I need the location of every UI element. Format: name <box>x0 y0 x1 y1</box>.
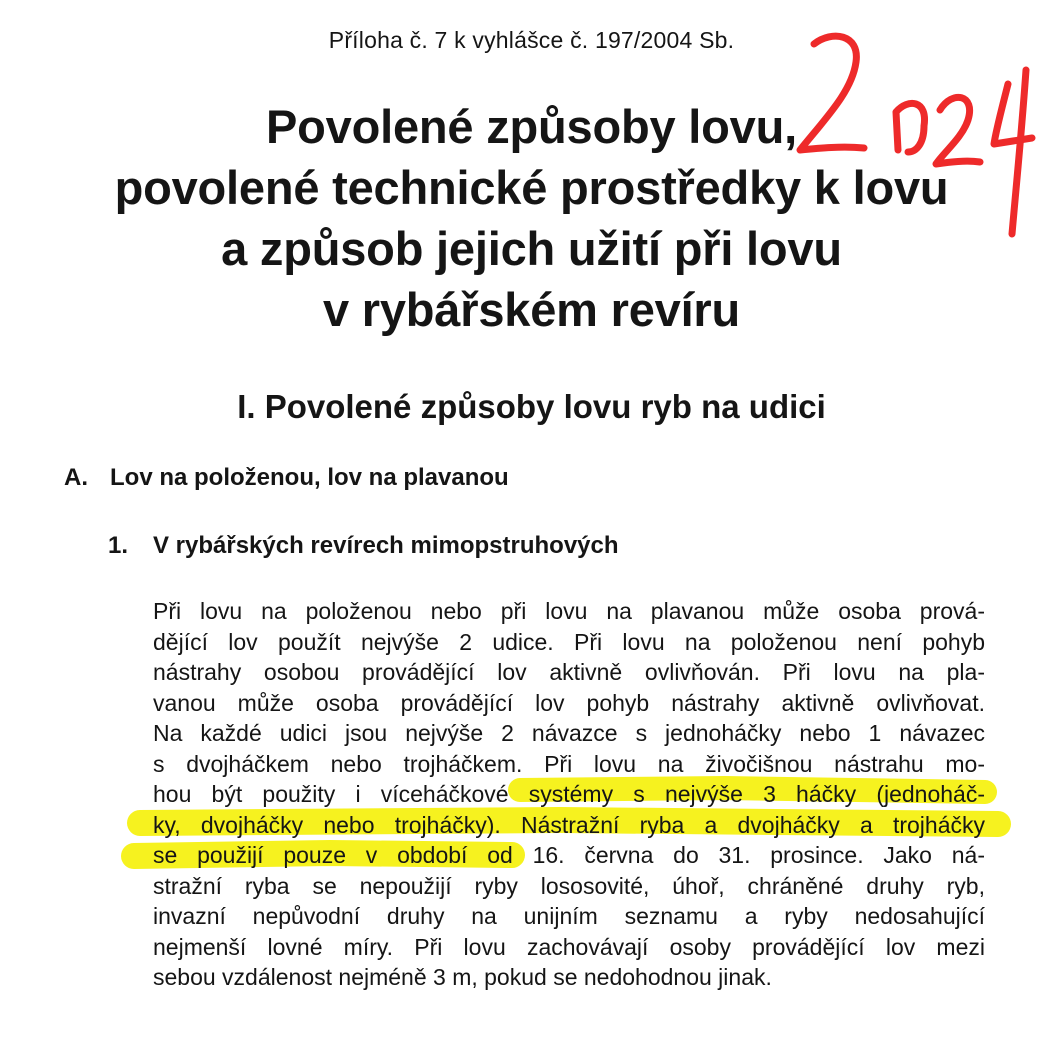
body-line: se použijí pouze v období od 16. června do 31. prosince. Jako ná- <box>153 842 985 868</box>
ink-digit-2-second <box>936 97 980 164</box>
handwritten-2024-annotation <box>790 28 1040 243</box>
subsection-1-heading <box>108 532 619 560</box>
title-line-3: a způsob jejich užití při lovu <box>221 222 842 275</box>
body-line: sebou vzdálenost nejméně 3 m, pokud se nedohodnou jinak. <box>153 964 772 990</box>
header-note: Příloha č. 7 k vyhlášce č. 197/2004 Sb. <box>328 27 735 53</box>
body-line: nástrahy osobou provádějící lov aktivně ovlivňován. Při lovu na pla- <box>153 659 985 685</box>
title-line-2: povolené technické prostředky k lovu <box>114 161 949 214</box>
title-line-4: v rybářském revíru <box>322 283 741 336</box>
subsection-a-marker: A. <box>64 464 88 491</box>
body-line: Při lovu na položenou nebo při lovu na plavanou může osoba prová- <box>153 598 985 624</box>
subsection-1-marker: 1. <box>108 532 129 559</box>
section-heading: I. Povolené způsoby lovu ryb na udici <box>237 388 826 425</box>
body-line: invazní nepůvodní druhy na unijním seznamu a ryby nedosahující <box>153 903 985 929</box>
body-line-highlighted: ky, dvojháčky nebo trojháčky). Nástražní ryba a dvojháčky a trojháčky <box>153 811 985 838</box>
body-line-highlighted: hou být použity i víceháčkové systémy s nejvýše 3 háčky (jednoháč- <box>153 781 985 807</box>
body-line: dějící lov použít nejvýše 2 udice. Při lovu na položenou není pohyb <box>153 628 985 655</box>
ink-digit-4-stem <box>1012 70 1026 234</box>
ink-digit-2 <box>800 36 864 150</box>
title-line-1: Povolené způsoby lovu, <box>266 100 797 153</box>
subsection-a-text: Lov na položenou, lov na plavanou <box>110 464 509 491</box>
body-line: stražní ryba se nepoužijí ryby lososovité, úhoř, chráněné druhy ryb, <box>153 872 985 899</box>
ink-digit-0 <box>896 103 925 152</box>
body-paragraph <box>153 596 985 993</box>
subsection-a-heading <box>64 464 509 492</box>
body-line: vanou může osoba provádějící lov pohyb nástrahy aktivně ovlivňovat. <box>153 689 985 716</box>
body-line: nejmenší lovné míry. Při lovu zachovávají osoby provádějící lov mezi <box>153 933 985 960</box>
body-line: Na každé udici jsou nejvýše 2 návazce s jednoháčky nebo 1 návazec <box>153 720 985 746</box>
subsection-1-text: V rybářských revírech mimopstruhových <box>153 532 619 559</box>
body-line-highlighted: s dvojháčkem nebo trojháčkem. Při lovu na živočišnou nástrahu mo- <box>153 750 985 777</box>
